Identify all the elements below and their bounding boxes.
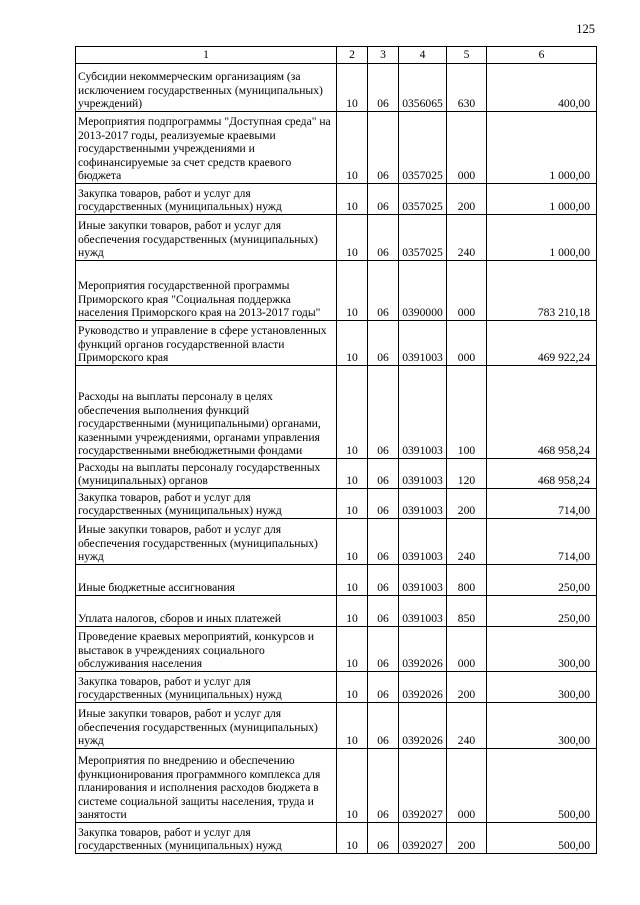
row-target-code: 0357025 xyxy=(399,112,447,184)
column-header: 2 xyxy=(337,47,368,64)
row-subsection: 06 xyxy=(368,261,399,321)
row-section: 10 xyxy=(337,703,368,749)
table-row xyxy=(76,215,597,261)
table-row xyxy=(76,489,597,519)
row-amount: 300,00 xyxy=(487,627,597,672)
row-expense-type: 240 xyxy=(447,703,487,749)
row-expense-type: 200 xyxy=(447,489,487,519)
row-target-code: 0391003 xyxy=(399,596,447,627)
row-amount: 783 210,18 xyxy=(487,261,597,321)
table-header-row xyxy=(76,47,597,64)
row-amount: 468 958,24 xyxy=(487,459,597,489)
table-row xyxy=(76,703,597,749)
row-name: Иные закупки товаров, работ и услуг для обеспечения государственных (муниципальных) нужд xyxy=(76,703,337,749)
row-expense-type: 200 xyxy=(447,823,487,854)
row-target-code: 0392026 xyxy=(399,703,447,749)
row-target-code: 0391003 xyxy=(399,519,447,565)
table-row xyxy=(76,565,597,596)
row-expense-type: 200 xyxy=(447,184,487,215)
row-section: 10 xyxy=(337,215,368,261)
column-header: 6 xyxy=(487,47,597,64)
row-subsection: 06 xyxy=(368,112,399,184)
row-target-code: 0356065 xyxy=(399,64,447,112)
row-amount: 469 922,24 xyxy=(487,321,597,366)
row-subsection: 06 xyxy=(368,366,399,459)
table-row xyxy=(76,459,597,489)
row-target-code: 0392027 xyxy=(399,749,447,823)
budget-table xyxy=(75,46,597,854)
row-expense-type: 000 xyxy=(447,321,487,366)
row-subsection: 06 xyxy=(368,596,399,627)
row-name: Иные закупки товаров, работ и услуг для обеспечения государственных (муниципальных) нужд xyxy=(76,519,337,565)
row-name: Субсидии некоммерческим организациям (за исключением государственных (муниципальных) учреждений) xyxy=(76,64,337,112)
row-amount: 500,00 xyxy=(487,823,597,854)
row-amount: 400,00 xyxy=(487,64,597,112)
row-expense-type: 120 xyxy=(447,459,487,489)
row-expense-type: 240 xyxy=(447,215,487,261)
row-section: 10 xyxy=(337,672,368,703)
row-subsection: 06 xyxy=(368,627,399,672)
row-name: Закупка товаров, работ и услуг для государственных (муниципальных) нужд xyxy=(76,823,337,854)
row-amount: 1 000,00 xyxy=(487,112,597,184)
column-header: 1 xyxy=(76,47,337,64)
row-subsection: 06 xyxy=(368,215,399,261)
table-row xyxy=(76,672,597,703)
row-target-code: 0391003 xyxy=(399,489,447,519)
row-subsection: 06 xyxy=(368,749,399,823)
row-section: 10 xyxy=(337,627,368,672)
row-target-code: 0391003 xyxy=(399,459,447,489)
row-subsection: 06 xyxy=(368,703,399,749)
row-name: Расходы на выплаты персоналу государственных (муниципальных) органов xyxy=(76,459,337,489)
row-section: 10 xyxy=(337,366,368,459)
row-expense-type: 240 xyxy=(447,519,487,565)
row-amount: 250,00 xyxy=(487,565,597,596)
table-row xyxy=(76,261,597,321)
row-subsection: 06 xyxy=(368,489,399,519)
row-expense-type: 000 xyxy=(447,749,487,823)
row-name: Закупка товаров, работ и услуг для государственных (муниципальных) нужд xyxy=(76,184,337,215)
row-section: 10 xyxy=(337,565,368,596)
row-amount: 500,00 xyxy=(487,749,597,823)
row-subsection: 06 xyxy=(368,184,399,215)
row-section: 10 xyxy=(337,321,368,366)
row-subsection: 06 xyxy=(368,321,399,366)
row-target-code: 0392027 xyxy=(399,823,447,854)
row-target-code: 0392026 xyxy=(399,672,447,703)
row-expense-type: 000 xyxy=(447,261,487,321)
row-subsection: 06 xyxy=(368,565,399,596)
column-header: 3 xyxy=(368,47,399,64)
row-amount: 468 958,24 xyxy=(487,366,597,459)
row-target-code: 0357025 xyxy=(399,215,447,261)
row-section: 10 xyxy=(337,823,368,854)
row-section: 10 xyxy=(337,112,368,184)
table-row xyxy=(76,627,597,672)
table-row xyxy=(76,64,597,112)
row-subsection: 06 xyxy=(368,519,399,565)
table-row xyxy=(76,749,597,823)
row-name: Иные бюджетные ассигнования xyxy=(76,565,337,596)
row-amount: 300,00 xyxy=(487,672,597,703)
row-target-code: 0357025 xyxy=(399,184,447,215)
row-expense-type: 100 xyxy=(447,366,487,459)
row-name: Расходы на выплаты персоналу в целях обеспечения выполнения функций государственными (муниципальными) органами, казенными учреждениями, органами управления государственными внебюджетными фондами xyxy=(76,366,337,459)
table-row xyxy=(76,366,597,459)
row-expense-type: 850 xyxy=(447,596,487,627)
row-amount: 250,00 xyxy=(487,596,597,627)
row-amount: 714,00 xyxy=(487,519,597,565)
row-expense-type: 800 xyxy=(447,565,487,596)
row-expense-type: 000 xyxy=(447,627,487,672)
row-name: Руководство и управление в сфере установленных функций органов государственной власти Приморского края xyxy=(76,321,337,366)
row-section: 10 xyxy=(337,184,368,215)
row-section: 10 xyxy=(337,489,368,519)
row-section: 10 xyxy=(337,596,368,627)
row-name: Мероприятия по внедрению и обеспечению функционирования программного комплекса для планирования и исполнения расходов бюджета в системе социальной защиты населения, труда и занятости xyxy=(76,749,337,823)
row-name: Проведение краевых мероприятий, конкурсов и выставок в учреждениях социального обслуживания населения xyxy=(76,627,337,672)
row-target-code: 0392026 xyxy=(399,627,447,672)
row-amount: 1 000,00 xyxy=(487,184,597,215)
page-number: 125 xyxy=(576,22,595,36)
row-amount: 300,00 xyxy=(487,703,597,749)
row-amount: 714,00 xyxy=(487,489,597,519)
row-target-code: 0390000 xyxy=(399,261,447,321)
row-subsection: 06 xyxy=(368,672,399,703)
table-row xyxy=(76,823,597,854)
row-target-code: 0391003 xyxy=(399,366,447,459)
row-subsection: 06 xyxy=(368,823,399,854)
row-name: Закупка товаров, работ и услуг для государственных (муниципальных) нужд xyxy=(76,672,337,703)
column-header: 4 xyxy=(399,47,447,64)
row-section: 10 xyxy=(337,519,368,565)
row-section: 10 xyxy=(337,459,368,489)
row-target-code: 0391003 xyxy=(399,565,447,596)
table-row xyxy=(76,596,597,627)
column-header: 5 xyxy=(447,47,487,64)
row-name: Мероприятия государственной программы Приморского края "Социальная поддержка населения Приморского края на 2013-2017 годы" xyxy=(76,261,337,321)
row-section: 10 xyxy=(337,261,368,321)
row-section: 10 xyxy=(337,64,368,112)
row-expense-type: 630 xyxy=(447,64,487,112)
row-expense-type: 000 xyxy=(447,112,487,184)
row-section: 10 xyxy=(337,749,368,823)
table-row xyxy=(76,184,597,215)
row-expense-type: 200 xyxy=(447,672,487,703)
row-name: Уплата налогов, сборов и иных платежей xyxy=(76,596,337,627)
row-name: Закупка товаров, работ и услуг для государственных (муниципальных) нужд xyxy=(76,489,337,519)
row-amount: 1 000,00 xyxy=(487,215,597,261)
row-name: Мероприятия подпрограммы "Доступная среда" на 2013-2017 годы, реализуемые краевыми государственными учреждениями и софинансируемые за счет средств краевого бюджета xyxy=(76,112,337,184)
row-name: Иные закупки товаров, работ и услуг для обеспечения государственных (муниципальных) нужд xyxy=(76,215,337,261)
table-row xyxy=(76,519,597,565)
row-subsection: 06 xyxy=(368,64,399,112)
table-row xyxy=(76,112,597,184)
table-row xyxy=(76,321,597,366)
row-target-code: 0391003 xyxy=(399,321,447,366)
row-subsection: 06 xyxy=(368,459,399,489)
